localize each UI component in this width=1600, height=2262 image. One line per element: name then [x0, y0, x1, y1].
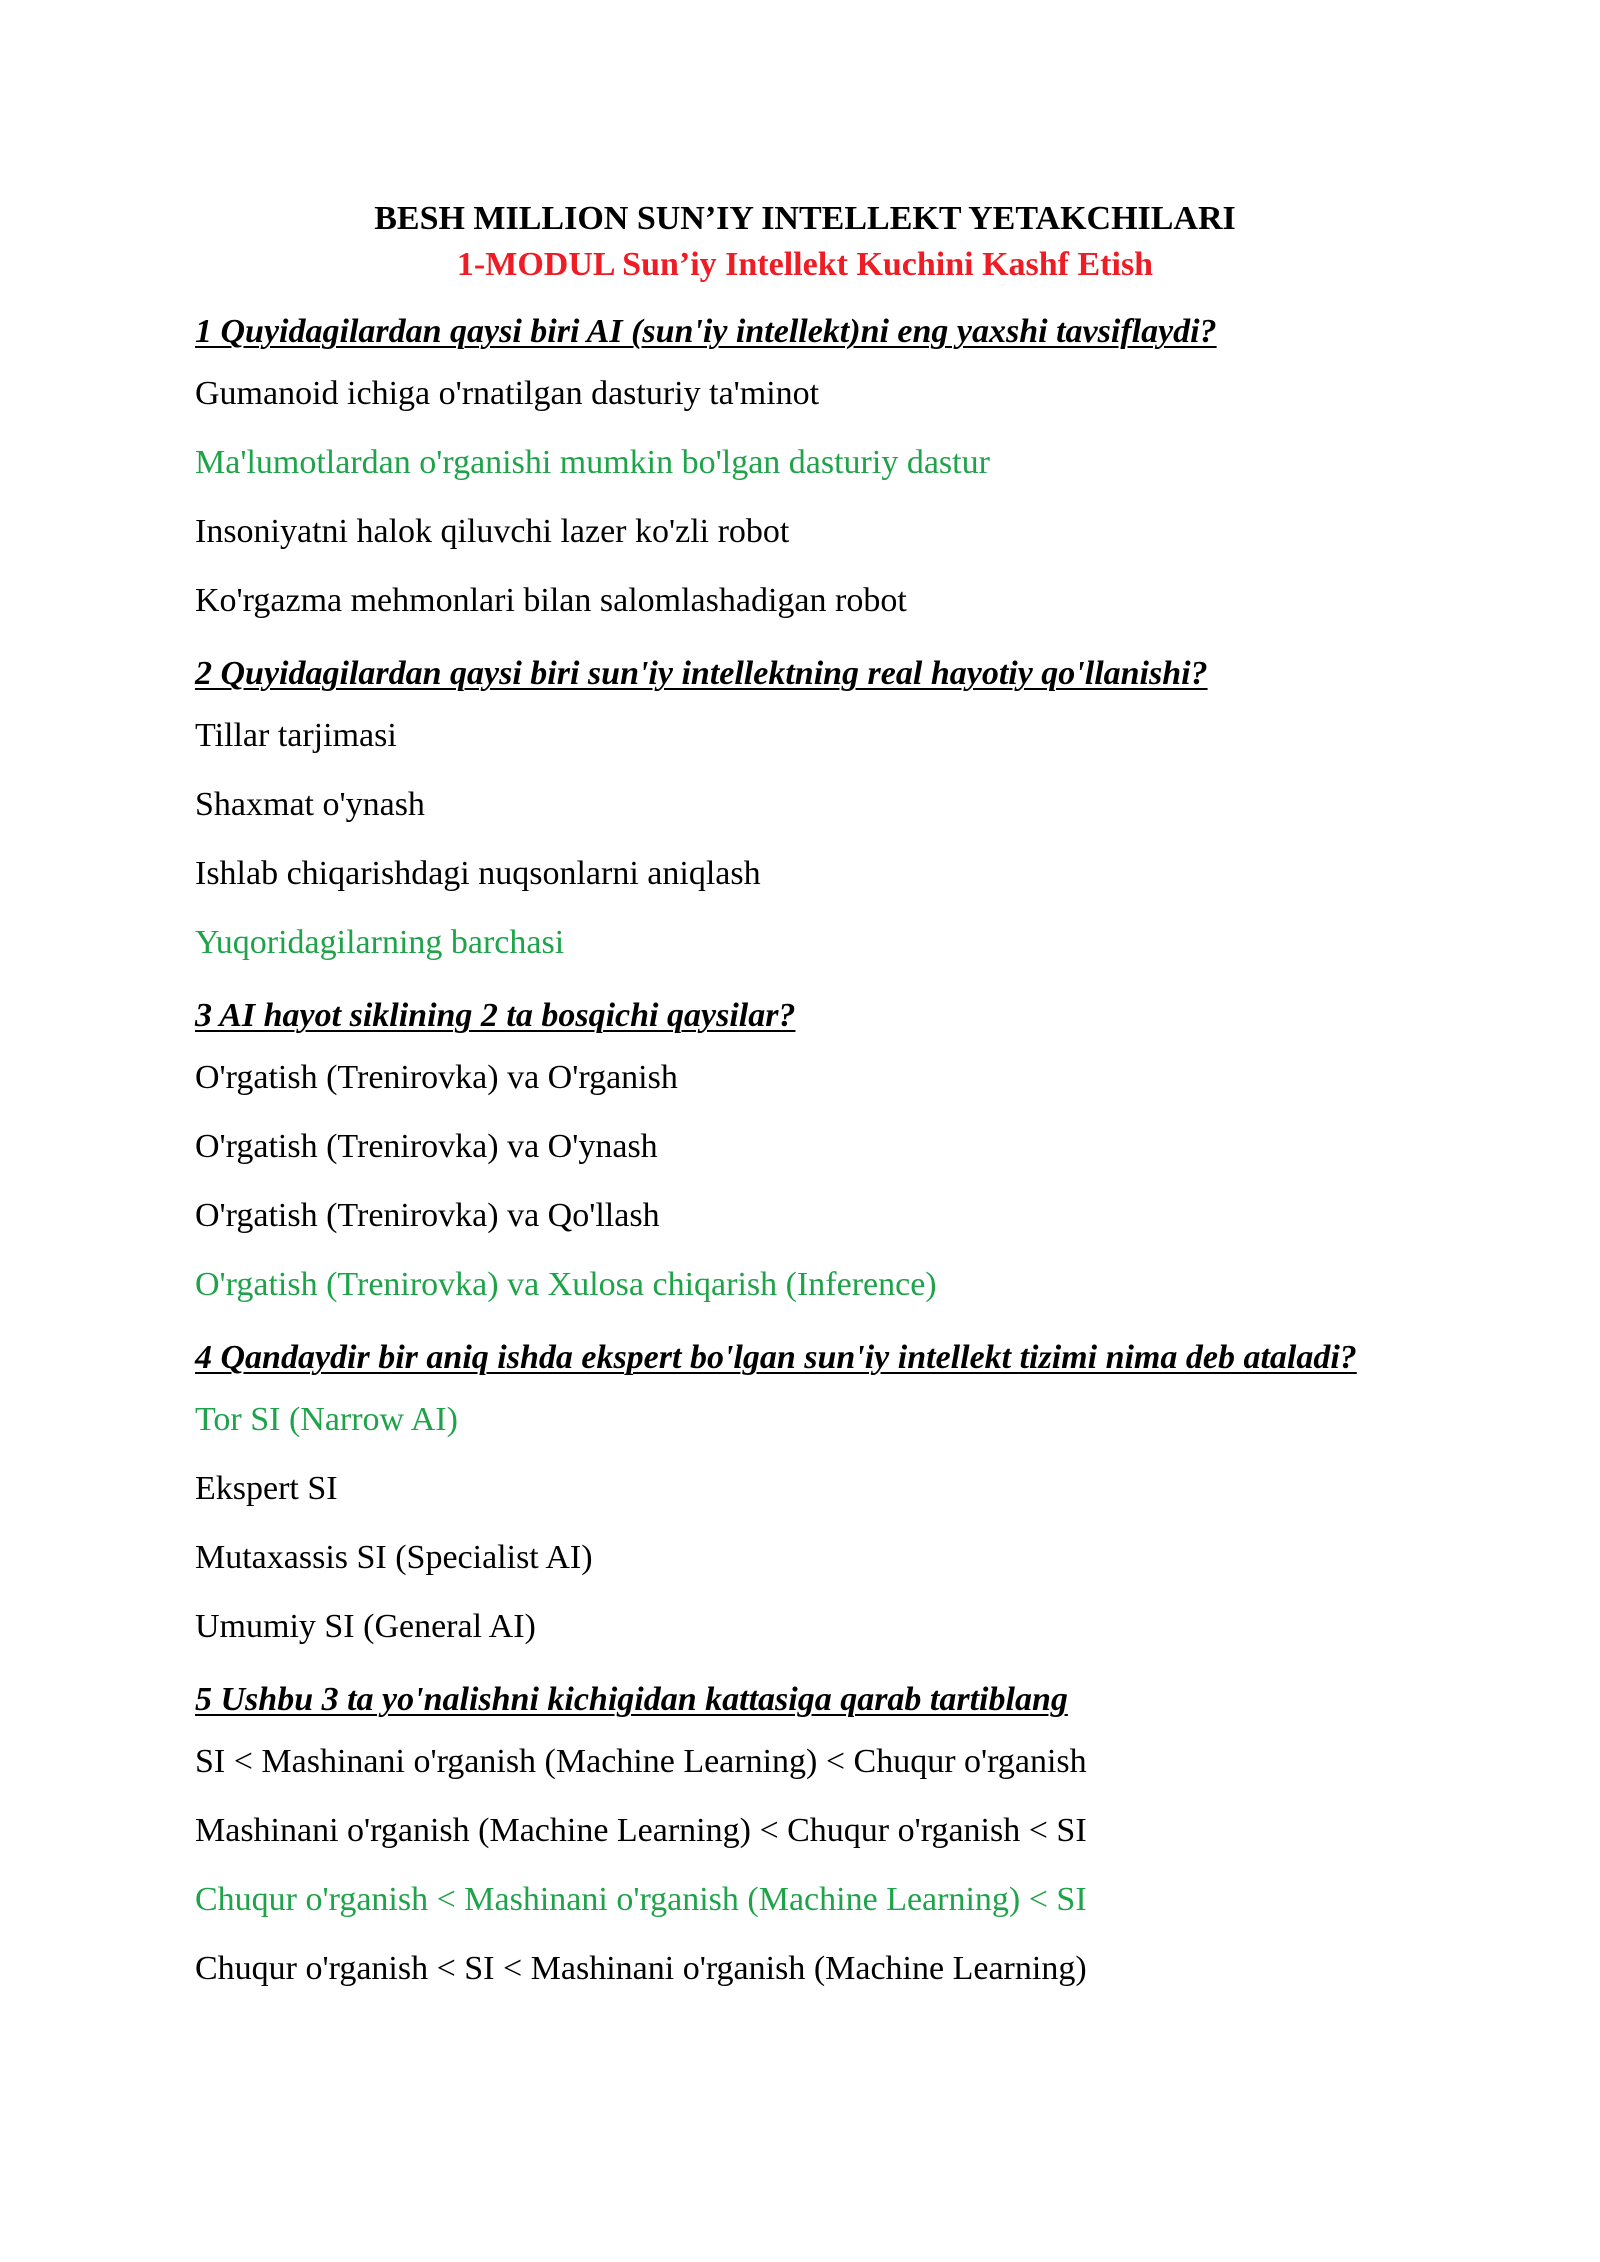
- question-text: 3 AI hayot siklining 2 ta bosqichi qaysilar?: [195, 997, 796, 1034]
- answer-option: Ekspert SI: [195, 1470, 338, 1507]
- document-header: [0, 196, 1600, 288]
- answer-option: Insoniyatni halok qiluvchi lazer ko'zli robot: [195, 513, 790, 550]
- answer-option: Chuqur o'rganish < SI < Mashinani o'rganish (Machine Learning): [195, 1950, 1087, 1987]
- quiz-question-block: [195, 1331, 1375, 1673]
- question-text: 4 Qandaydir bir aniq ishda ekspert bo'lgan sun'iy intellekt tizimi nima deb ataladi?: [195, 1339, 1357, 1376]
- module-subtitle: 1-MODUL Sun’iy Intellekt Kuchini Kashf Etish: [456, 246, 1154, 283]
- quiz-content: [195, 305, 1375, 2015]
- correct-answer-option: O'rgatish (Trenirovka) va Xulosa chiqarish (Inference): [195, 1266, 937, 1303]
- correct-answer-option: Chuqur o'rganish < Mashinani o'rganish (Machine Learning) < SI: [195, 1881, 1087, 1918]
- answer-option: Tillar tarjimasi: [195, 717, 397, 754]
- answer-option: Ishlab chiqarishdagi nuqsonlarni aniqlash: [195, 855, 761, 892]
- quiz-question-block: [195, 647, 1375, 989]
- answer-option: Umumiy SI (General AI): [195, 1608, 536, 1645]
- question-text: 2 Quyidagilardan qaysi biri sun'iy intellektning real hayotiy qo'llanishi?: [195, 655, 1208, 692]
- question-text: 1 Quyidagilardan qaysi biri AI (sun'iy intellekt)ni eng yaxshi tavsiflaydi?: [195, 313, 1217, 350]
- quiz-question-block: [195, 305, 1375, 647]
- document-title: BESH MILLION SUN’IY INTELLEKT YETAKCHILARI: [374, 200, 1236, 237]
- answer-option: SI < Mashinani o'rganish (Machine Learning) < Chuqur o'rganish: [195, 1743, 1087, 1780]
- correct-answer-option: Tor SI (Narrow AI): [195, 1401, 458, 1438]
- answer-option: O'rgatish (Trenirovka) va O'rganish: [195, 1059, 678, 1096]
- quiz-question-block: [195, 989, 1375, 1331]
- answer-option: O'rgatish (Trenirovka) va Qo'llash: [195, 1197, 660, 1234]
- quiz-question-block: [195, 1673, 1375, 2015]
- answer-option: Mutaxassis SI (Specialist AI): [195, 1539, 593, 1576]
- correct-answer-option: Yuqoridagilarning barchasi: [195, 924, 565, 961]
- correct-answer-option: Ma'lumotlardan o'rganishi mumkin bo'lgan dasturiy dastur: [195, 444, 990, 481]
- answer-option: Shaxmat o'ynash: [195, 786, 425, 823]
- answer-option: Gumanoid ichiga o'rnatilgan dasturiy ta'minot: [195, 375, 820, 412]
- answer-option: Mashinani o'rganish (Machine Learning) < Chuqur o'rganish < SI: [195, 1812, 1087, 1849]
- question-text: 5 Ushbu 3 ta yo'nalishni kichigidan kattasiga qarab tartiblang: [195, 1681, 1068, 1718]
- answer-option: O'rgatish (Trenirovka) va O'ynash: [195, 1128, 658, 1165]
- answer-option: Ko'rgazma mehmonlari bilan salomlashadigan robot: [195, 582, 907, 619]
